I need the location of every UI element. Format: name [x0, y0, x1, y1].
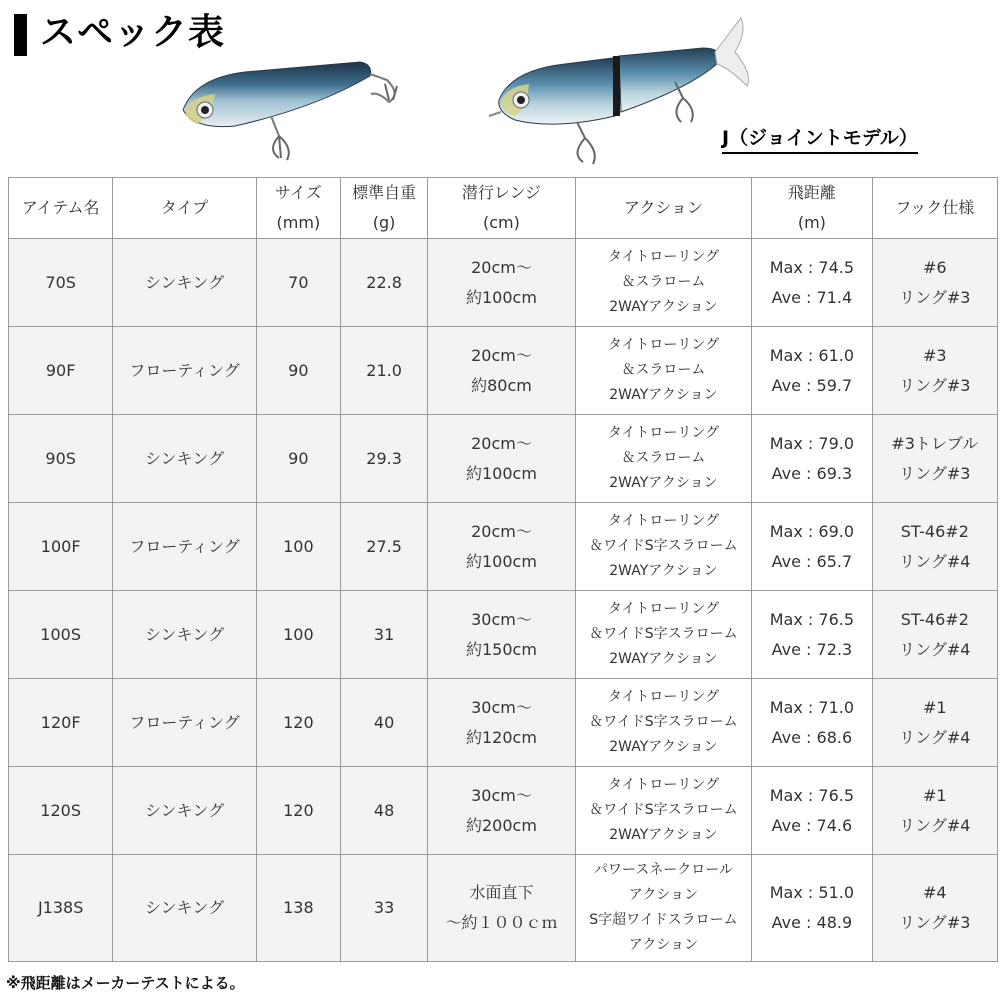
cell-size: 90 [256, 415, 340, 503]
cell-hook [872, 503, 997, 591]
cell-action-line: タイトローリング [607, 513, 720, 529]
cell-hook [872, 239, 997, 327]
header-hook [872, 178, 997, 239]
title-accent-bar [14, 14, 27, 56]
cell-hook-line: リング#4 [899, 639, 971, 659]
cell-hook-line: #6 [922, 257, 947, 277]
cell-action-line: ＆ワイドS字スラローム [589, 714, 738, 730]
cell-distance-line: Max : 71.0 [769, 697, 855, 717]
cell-action-line: 2WAYアクション [609, 563, 718, 579]
cell-distance-line: Ave : 72.3 [771, 639, 853, 659]
cell-item-name: 90S [9, 415, 113, 503]
cell-action [575, 591, 752, 679]
cell-range-line: 水面直下 [469, 883, 534, 902]
cell-distance-line: Max : 51.0 [769, 883, 855, 902]
cell-action-line: アクション [628, 937, 699, 953]
cell-hook [872, 679, 997, 767]
cell-range-line: 約200cm [465, 815, 537, 835]
header-line: 飛距離 [787, 183, 836, 202]
cell-action [575, 239, 752, 327]
cell-item-name: 100F [9, 503, 113, 591]
cell-weight: 27.5 [340, 503, 427, 591]
cell-action-line: ＆スラローム [621, 274, 706, 290]
cell-distance-line: Ave : 71.4 [771, 287, 853, 307]
cell-range-line: 30cm～ [471, 785, 532, 805]
cell-range [428, 679, 575, 767]
header-line: (m) [797, 213, 826, 232]
cell-size: 120 [256, 679, 340, 767]
cell-action-line: S字超ワイドスラローム [589, 912, 738, 928]
header-line: サイズ [274, 183, 322, 202]
cell-range-line: 約100cm [465, 463, 537, 483]
cell-hook-line: ST-46#2 [900, 609, 969, 629]
cell-hook-line: #3トレブル [891, 433, 979, 453]
cell-action-line: ＆スラローム [621, 362, 706, 378]
cell-action-line: タイトローリング [607, 689, 720, 705]
cell-range-line: 20cm～ [471, 521, 532, 541]
cell-distance-line: Max : 76.5 [769, 609, 855, 629]
cell-action-line: 2WAYアクション [609, 827, 718, 843]
cell-item-name: 120S [9, 767, 113, 855]
cell-hook [872, 415, 997, 503]
cell-hook-line: #1 [922, 785, 947, 805]
cell-distance-line: Max : 76.5 [769, 785, 855, 805]
cell-action-line: タイトローリング [607, 601, 720, 617]
cell-type: シンキング [113, 239, 256, 327]
cell-distance-line: Max : 74.5 [769, 257, 855, 277]
cell-size: 90 [256, 327, 340, 415]
header-line: タイプ [160, 198, 209, 217]
cell-type: シンキング [113, 591, 256, 679]
cell-distance-line: Max : 69.0 [769, 521, 855, 541]
header-line: フック仕様 [895, 198, 975, 217]
cell-size: 70 [256, 239, 340, 327]
cell-size: 138 [256, 855, 340, 962]
cell-distance-line: Max : 79.0 [769, 433, 855, 453]
cell-weight: 40 [340, 679, 427, 767]
cell-size: 100 [256, 503, 340, 591]
cell-hook [872, 855, 997, 962]
cell-hook [872, 591, 997, 679]
cell-item-name: 70S [9, 239, 113, 327]
cell-action-line: 2WAYアクション [609, 387, 718, 403]
cell-action-line: タイトローリング [607, 425, 720, 441]
cell-weight: 33 [340, 855, 427, 962]
header-distance [752, 178, 872, 239]
cell-action-line: 2WAYアクション [609, 739, 718, 755]
table-header-row [9, 178, 998, 239]
cell-range [428, 327, 575, 415]
spec-table [8, 177, 998, 962]
cell-action-line: ＆ワイドS字スラローム [589, 802, 738, 818]
cell-hook-line: #1 [922, 697, 947, 717]
cell-distance [752, 679, 872, 767]
cell-hook-line: #4 [922, 883, 947, 902]
cell-distance [752, 855, 872, 962]
cell-distance-line: Ave : 65.7 [771, 551, 853, 571]
cell-action [575, 415, 752, 503]
table-row [9, 503, 998, 591]
cell-action-line: 2WAYアクション [609, 299, 718, 315]
header-item-name [9, 178, 113, 239]
cell-weight: 31 [340, 591, 427, 679]
cell-distance [752, 415, 872, 503]
cell-distance-line: Ave : 68.6 [771, 727, 853, 747]
cell-range-line: 20cm～ [471, 257, 532, 277]
table-row [9, 591, 998, 679]
cell-hook-line: リング#4 [899, 551, 971, 571]
cell-action-line: タイトローリング [607, 337, 720, 353]
cell-distance-line: Ave : 74.6 [771, 815, 853, 835]
cell-type: シンキング [113, 855, 256, 962]
joint-model-label: J（ジョイントモデル） [722, 126, 918, 154]
cell-hook-line: リング#4 [899, 727, 971, 747]
cell-distance [752, 503, 872, 591]
cell-range [428, 767, 575, 855]
cell-action [575, 503, 752, 591]
cell-range-line: 20cm～ [471, 433, 532, 453]
cell-hook-line: リング#3 [899, 375, 971, 395]
cell-range-line: 約120cm [465, 727, 537, 747]
header-line: (cm) [483, 213, 520, 232]
cell-type: フローティング [113, 679, 256, 767]
cell-item-name: J138S [9, 855, 113, 962]
cell-action-line: タイトローリング [607, 777, 720, 793]
header-line: 潜行レンジ [461, 183, 542, 202]
cell-item-name: 90F [9, 327, 113, 415]
cell-hook-line: #3 [922, 345, 947, 365]
cell-range-line: 30cm～ [471, 697, 532, 717]
cell-distance [752, 591, 872, 679]
header-type [113, 178, 256, 239]
cell-action-line: アクション [628, 887, 699, 903]
cell-range-line: 約100cm [465, 287, 537, 307]
header-action [575, 178, 752, 239]
cell-distance-line: Ave : 48.9 [771, 913, 853, 932]
cell-weight: 29.3 [340, 415, 427, 503]
cell-action [575, 767, 752, 855]
cell-distance [752, 767, 872, 855]
cell-action [575, 679, 752, 767]
cell-action-line: ＆ワイドS字スラローム [589, 626, 738, 642]
lure-standard-image [175, 50, 425, 165]
cell-size: 100 [256, 591, 340, 679]
cell-action [575, 327, 752, 415]
cell-distance-line: Ave : 59.7 [771, 375, 853, 395]
cell-range-line: 約80cm [471, 375, 532, 395]
cell-range [428, 239, 575, 327]
cell-action-line: ＆ワイドS字スラローム [589, 538, 738, 554]
cell-hook-line: ST-46#2 [900, 521, 969, 541]
cell-distance [752, 327, 872, 415]
header-range [428, 178, 575, 239]
header-line: 標準自重 [352, 183, 417, 202]
cell-type: フローティング [113, 503, 256, 591]
cell-size: 120 [256, 767, 340, 855]
cell-distance-line: Max : 61.0 [769, 345, 855, 365]
cell-range [428, 415, 575, 503]
cell-action-line: ＆スラローム [621, 450, 706, 466]
header-line: (mm) [276, 213, 321, 232]
cell-range-line: 20cm～ [471, 345, 532, 365]
cell-item-name: 100S [9, 591, 113, 679]
cell-hook-line: リング#4 [899, 815, 971, 835]
table-row [9, 679, 998, 767]
cell-hook-line: リング#3 [899, 913, 971, 932]
cell-range-line: 約100cm [465, 551, 537, 571]
header-weight [340, 178, 427, 239]
cell-hook-line: リング#3 [899, 463, 971, 483]
cell-action-line: パワースネークロール [593, 862, 733, 878]
cell-hook-line: リング#3 [899, 287, 971, 307]
header-line: アクション [623, 198, 704, 217]
cell-weight: 21.0 [340, 327, 427, 415]
cell-action [575, 855, 752, 962]
header-line: (g) [372, 213, 396, 232]
cell-action-line: 2WAYアクション [609, 651, 718, 667]
cell-action-line: 2WAYアクション [609, 475, 718, 491]
cell-type: シンキング [113, 767, 256, 855]
table-row [9, 415, 998, 503]
cell-range-line: 約150cm [465, 639, 537, 659]
cell-range-line: ～約１００ｃｍ [445, 913, 558, 932]
table-row [9, 239, 998, 327]
cell-type: シンキング [113, 415, 256, 503]
table-body [9, 239, 998, 962]
cell-hook [872, 767, 997, 855]
cell-range [428, 855, 575, 962]
cell-range-line: 30cm～ [471, 609, 532, 629]
cell-weight: 22.8 [340, 239, 427, 327]
header-size [256, 178, 340, 239]
cell-distance [752, 239, 872, 327]
cell-action-line: タイトローリング [607, 249, 720, 265]
cell-type: フローティング [113, 327, 256, 415]
page-title: スペック表 [40, 12, 226, 53]
table-row [9, 767, 998, 855]
table-row [9, 327, 998, 415]
cell-hook [872, 327, 997, 415]
table-row [9, 855, 998, 962]
cell-distance-line: Ave : 69.3 [771, 463, 853, 483]
header-line: アイテム名 [21, 198, 100, 217]
cell-range [428, 591, 575, 679]
cell-range [428, 503, 575, 591]
cell-weight: 48 [340, 767, 427, 855]
cell-item-name: 120F [9, 679, 113, 767]
footnote: ※飛距離はメーカーテストによる。 [6, 974, 245, 992]
